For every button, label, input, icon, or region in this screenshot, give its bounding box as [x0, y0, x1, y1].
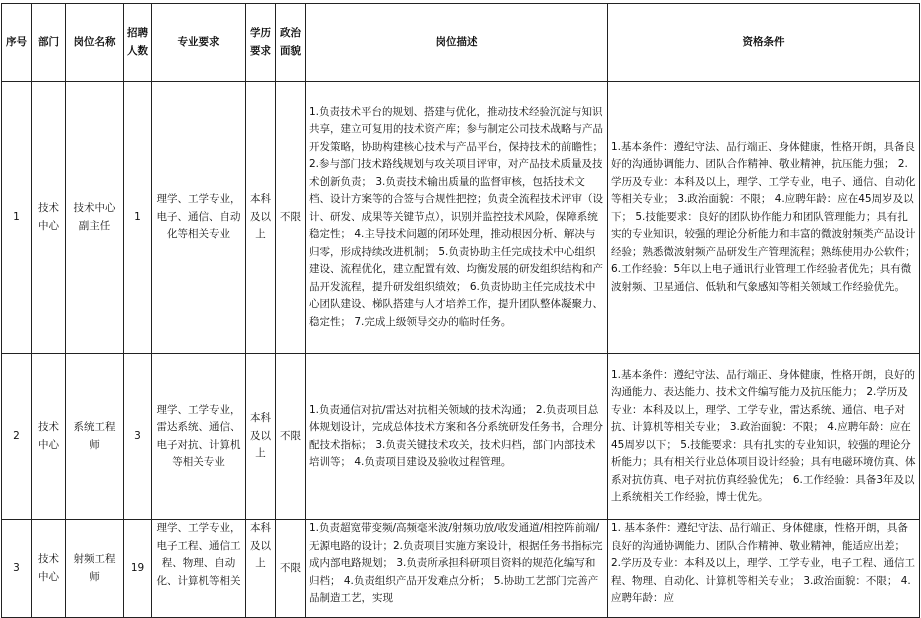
cell-count: 1 — [124, 82, 152, 354]
table-row — [2, 520, 920, 618]
cell-edu: 本科及以上 — [246, 520, 276, 618]
cell-edu: 本科及以上 — [246, 82, 276, 354]
header-major: 专业要求 — [152, 4, 246, 82]
cell-position: 系统工程师 — [66, 354, 124, 520]
header-dept: 部门 — [32, 4, 66, 82]
cell-count: 3 — [124, 354, 152, 520]
table-header-row — [2, 4, 920, 82]
cell-seq: 1 — [2, 82, 32, 354]
cell-qual: 1.基本条件：遵纪守法、品行端正、身体健康，性格开朗，具备良好的沟通协调能力、团队合作精神、敬业精神，抗压能力强； 2.学历及专业：本科及以上，理学、工学专业，电子、通信、自动化等相关专业； 3.政治面貌：不限； 4.应聘年龄：应在45周岁及以下； 5.技能要求：良好的团队协作能力和团队管理能力；具有扎实的专业知识，较强的理论分析能力和丰富的微波射频类产品设计经验；熟悉微波射频产品研发生产管理流程；熟练使用办公软件； 6.工作经验：5年以上电子通讯行业管理工作经验者优先；具有微波射频、卫星通信、低轨和气象感知等相关领域工作经验优先。 — [608, 82, 920, 354]
cell-dept: 技术中心 — [32, 520, 66, 618]
cell-major: 理学、工学专业，电子、通信、自动化等相关专业 — [152, 82, 246, 354]
header-desc: 岗位描述 — [306, 4, 608, 82]
cell-seq: 2 — [2, 354, 32, 520]
header-count: 招聘人数 — [124, 4, 152, 82]
cell-political: 不限 — [276, 520, 306, 618]
cell-position: 技术中心副主任 — [66, 82, 124, 354]
cell-edu: 本科及以上 — [246, 354, 276, 520]
cell-seq: 3 — [2, 520, 32, 618]
cell-major: 理学、工学专业，雷达系统、通信、电子对抗、计算机等相关专业 — [152, 354, 246, 520]
cell-position: 射频工程师 — [66, 520, 124, 618]
header-edu: 学历要求 — [246, 4, 276, 82]
cell-major: 理学、工学专业，电子工程、通信工程、物理、自动化、计算机等相关 — [152, 520, 246, 618]
cell-qual — [608, 520, 920, 618]
header-political: 政治面貌 — [276, 4, 306, 82]
recruitment-table — [1, 3, 920, 618]
cell-desc: 1.负责技术平台的规划、搭建与优化，推动技术经验沉淀与知识共享，建立可复用的技术资产库；参与制定公司技术战略与产品开发策略，协助构建核心技术与产品平台，保持技术的前瞻性； 2.参与部门技术路线规划与攻关项目评审，对产品技术质量及技术创新负责； 3.负责技术输出质量的监督审核，包括技术文档、设计方案等的合签与合规性把控；负责全流程技术评审（设计、研发、成果等关键节点），识别并监控技术风险，保障系统稳定性； 4.主导技术问题的闭环处理，推动根因分析、解决与归零，形成持续改进机制； 5.负责协助主任完成技术中心组织建设、流程优化，建立配置有效、均衡发展的研发组织结构和产品开发流程，提升研发组织绩效； 6.负责协助主任完成技术中心团队建设、梯队搭建与人才培养工作，提升团队整体凝聚力、稳定性； 7.完成上级领导交办的临时任务。 — [306, 82, 608, 354]
cell-desc-text: 1.负责超宽带变频/高频毫米波/射频功放/收发通道/相控阵前端/无源电路的设计；2.负责项目实施方案设计，根据任务书指标完成内部电路规划； 3.负责所承担科研项目资料的规范化编写和归档； 4.负责组织产品开发难点分析； 5.协助工艺部门完善产品制造工艺，实现 — [309, 522, 603, 604]
cell-desc: 1.负责通信对抗/雷达对抗相关领域的技术沟通； 2.负责项目总体规划设计，完成总体技术方案和各分系统研发任务书，合理分配技术指标； 3.负责关键技术攻关，技术归档，部门内部技术培训等； 4.负责项目建设及验收过程管理。 — [306, 354, 608, 520]
header-seq: 序号 — [2, 4, 32, 82]
header-position: 岗位名称 — [66, 4, 124, 82]
table-row — [2, 82, 920, 354]
cell-qual: 1.基本条件：遵纪守法、品行端正、身体健康，性格开朗，良好的沟通能力、表达能力、技术文件编写能力及抗压能力； 2.学历及专业：本科及以上，理学、工学专业，雷达系统、通信、电子对抗、计算机等相关专业； 3.政治面貌：不限； 4.应聘年龄：应在45周岁以下； 5.技能要求：具有扎实的专业知识，较强的理论分析能力；具有相关行业总体项目设计经验；具有电磁环境仿真、体系对抗仿真、电子对抗仿真经验优先； 6.工作经验：具备3年及以上系统相关工作经验，博士优先。 — [608, 354, 920, 520]
cell-dept: 技术中心 — [32, 82, 66, 354]
cell-qual-text: 1. 基本条件：遵纪守法、品行端正、身体健康，性格开朗，具备良好的沟通协调能力、团队合作精神、敬业精神，能适应出差； 2.学历及专业：本科及以上，理学、工学专业，电子工程、通信工程、物理、自动化、计算机等相关专业； 3.政治面貌：不限； 4. 应聘年龄：应 — [611, 522, 916, 604]
cell-count: 19 — [124, 520, 152, 618]
cell-dept: 技术中心 — [32, 354, 66, 520]
cell-political: 不限 — [276, 82, 306, 354]
table-row — [2, 354, 920, 520]
cell-desc — [306, 520, 608, 618]
cell-political: 不限 — [276, 354, 306, 520]
header-qual: 资格条件 — [608, 4, 920, 82]
